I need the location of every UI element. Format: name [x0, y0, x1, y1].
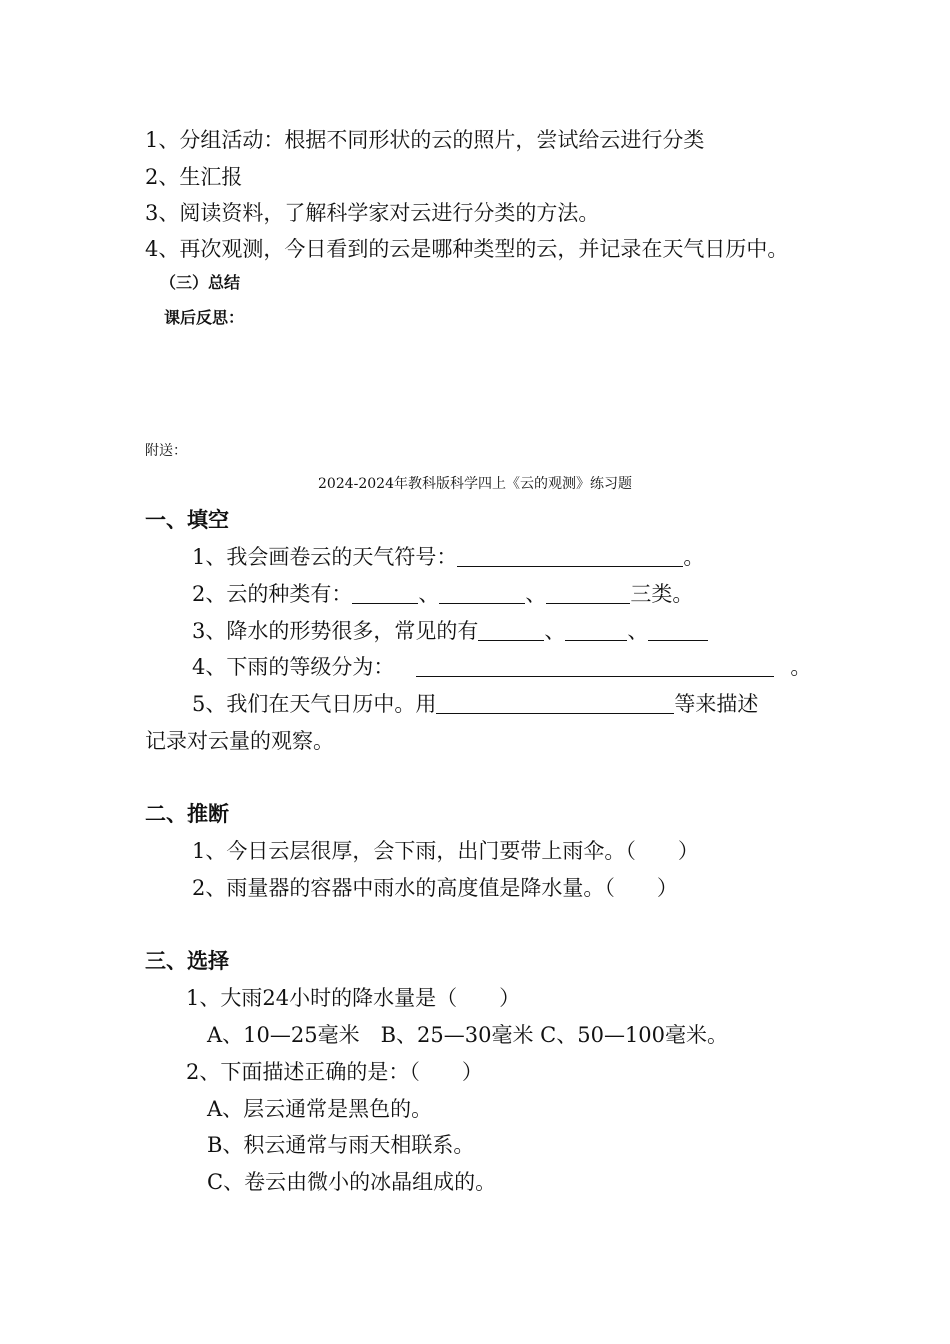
fill-q5-end: 等来描述	[674, 692, 759, 716]
section-choice-heading: 三、选择	[145, 948, 229, 973]
answer-blank[interactable]	[478, 620, 544, 641]
fill-q4-end: 。	[790, 655, 812, 679]
choice-q1: 1、大雨24小时的降水量是（ ）	[186, 986, 521, 1010]
appendix-label: 附送：	[145, 443, 187, 459]
fill-q2-sep: 、	[418, 582, 440, 606]
reflection-heading: 课后反思：	[164, 308, 245, 327]
fill-q3-sep: 、	[627, 619, 649, 643]
section-judge-heading: 二、推断	[145, 801, 229, 826]
answer-blank[interactable]	[436, 693, 674, 714]
fill-q3	[192, 615, 708, 645]
fill-q2-sep: 、	[525, 582, 547, 606]
judge-q1: 1、今日云层很厚，会下雨，出门要带上雨伞。（ ）	[192, 839, 699, 863]
answer-blank[interactable]	[546, 583, 630, 604]
choice-q2: 2、下面描述正确的是：（ ）	[186, 1060, 483, 1084]
fill-q1-text: 1、我会画卷云的天气符号：	[192, 545, 458, 569]
fill-q2	[192, 578, 693, 608]
summary-heading: （三）总结	[160, 273, 241, 292]
fill-q2-text: 2、云的种类有：	[192, 582, 353, 606]
answer-blank[interactable]	[439, 583, 525, 604]
judge-q2: 2、雨量器的容器中雨水的高度值是降水量。（ ）	[192, 876, 678, 900]
fill-q4-text: 4、下雨的等级分为：	[192, 655, 395, 679]
fill-q1-end: 。	[683, 545, 705, 569]
fill-q4	[192, 651, 811, 681]
answer-blank[interactable]	[416, 656, 774, 677]
fill-q5-text: 5、我们在天气日历中。用	[192, 692, 437, 716]
choice-q1-options: A、10—25毫米 B、25—30毫米 C、50—100毫米。	[207, 1023, 729, 1047]
fill-q2-end: 三类。	[630, 582, 694, 606]
choice-q2-option-a: A、层云通常是黑色的。	[207, 1097, 433, 1121]
section-fill-blank-heading: 一、填空	[145, 507, 229, 532]
step-1: 1、分组活动：根据不同形状的云的照片，尝试给云进行分类	[145, 128, 705, 152]
answer-blank[interactable]	[648, 620, 708, 641]
fill-q5	[192, 688, 758, 718]
choice-q2-option-c: C、卷云由微小的冰晶组成的。	[207, 1170, 497, 1194]
step-3: 3、阅读资料，了解科学家对云进行分类的方法。	[145, 201, 600, 225]
fill-q3-text: 3、降水的形势很多，常见的有	[192, 619, 479, 643]
choice-q2-option-b: B、积云通常与雨天相联系。	[207, 1133, 475, 1157]
answer-blank[interactable]	[565, 620, 627, 641]
worksheet-title: 2024-2024年教科版科学四上《云的观测》练习题	[318, 476, 632, 492]
step-2: 2、生汇报	[145, 165, 243, 189]
step-4: 4、再次观测，今日看到的云是哪种类型的云，并记录在天气日历中。	[145, 237, 789, 261]
fill-q3-sep: 、	[544, 619, 566, 643]
answer-blank[interactable]	[352, 583, 418, 604]
fill-q5-continued: 记录对云量的观察。	[145, 729, 334, 753]
answer-blank[interactable]	[457, 546, 683, 567]
fill-q1	[192, 541, 704, 571]
